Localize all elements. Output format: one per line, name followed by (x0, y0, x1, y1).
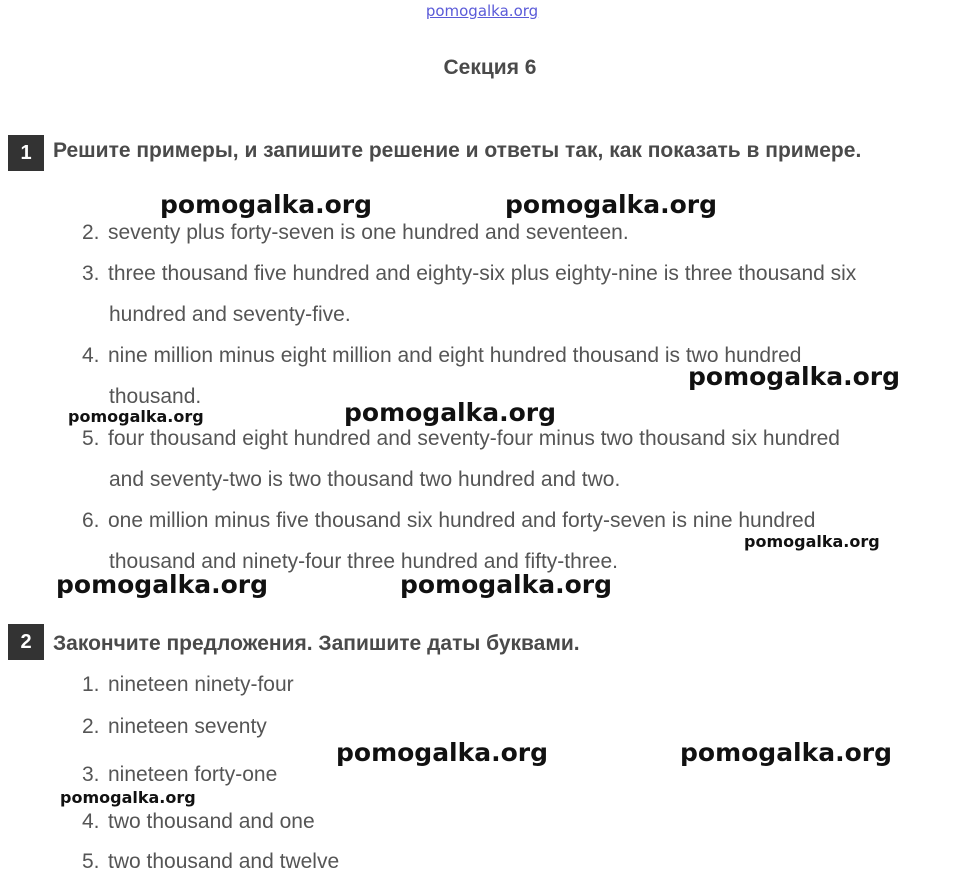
task-number-badge: 2 (8, 624, 44, 660)
watermark: pomogalka.org (336, 738, 549, 767)
watermark: pomogalka.org (160, 190, 373, 219)
item-text-continued: and seventy-two is two thousand two hundred and two. (109, 468, 621, 491)
item-text: nine million minus eight million and eight hundred thousand is two hundred (108, 344, 802, 367)
item-number: 4. (82, 810, 100, 833)
watermark: pomogalka.org (400, 570, 613, 599)
item-text: four thousand eight hundred and seventy-four minus two thousand six hundred (108, 427, 840, 450)
item-text: nineteen seventy (108, 715, 267, 738)
watermark: pomogalka.org (60, 788, 196, 807)
task-title: Закончите предложения. Запишите даты буквами. (53, 632, 580, 655)
item-number: 5. (82, 850, 100, 873)
item-number: 3. (82, 763, 100, 786)
item-number: 4. (82, 344, 100, 367)
item-number: 3. (82, 262, 100, 285)
item-text: seventy plus forty-seven is one hundred and seventeen. (108, 221, 629, 244)
task-title: Решите примеры, и запишите решение и ответы так, как показать в примере. (53, 139, 862, 162)
item-text: two thousand and one (108, 810, 315, 833)
item-number: 6. (82, 509, 100, 532)
list-item (82, 841, 954, 882)
item-text-continued: thousand and ninety-four three hundred and fifty-three. (109, 550, 619, 573)
item-number: 2. (82, 715, 100, 738)
list-item (82, 418, 954, 500)
list-item (82, 664, 954, 705)
watermark: pomogalka.org (688, 362, 901, 391)
task-number-badge: 1 (8, 135, 44, 171)
item-text: three thousand five hundred and eighty-six plus eighty-nine is three thousand six (108, 262, 857, 285)
list-item (82, 801, 954, 842)
item-number: 2. (82, 221, 100, 244)
watermark: pomogalka.org (68, 407, 204, 426)
item-text: two thousand and twelve (108, 850, 340, 873)
watermark: pomogalka.org (56, 570, 269, 599)
section-title: Секция 6 (443, 56, 537, 79)
item-text: nineteen ninety-four (108, 673, 294, 696)
watermark: pomogalka.org (505, 190, 718, 219)
watermark: pomogalka.org (680, 738, 893, 767)
item-number: 1. (82, 673, 100, 696)
site-link[interactable]: pomogalka.org (425, 2, 539, 20)
item-text: one million minus five thousand six hundred and forty-seven is nine hundred (108, 509, 816, 532)
item-text-continued: hundred and seventy-five. (109, 303, 351, 326)
watermark: pomogalka.org (344, 398, 557, 427)
watermark: pomogalka.org (744, 532, 880, 551)
item-text-continued: thousand. (109, 385, 202, 408)
item-text: nineteen forty-one (108, 763, 278, 786)
list-item (82, 253, 954, 335)
item-number: 5. (82, 427, 100, 450)
